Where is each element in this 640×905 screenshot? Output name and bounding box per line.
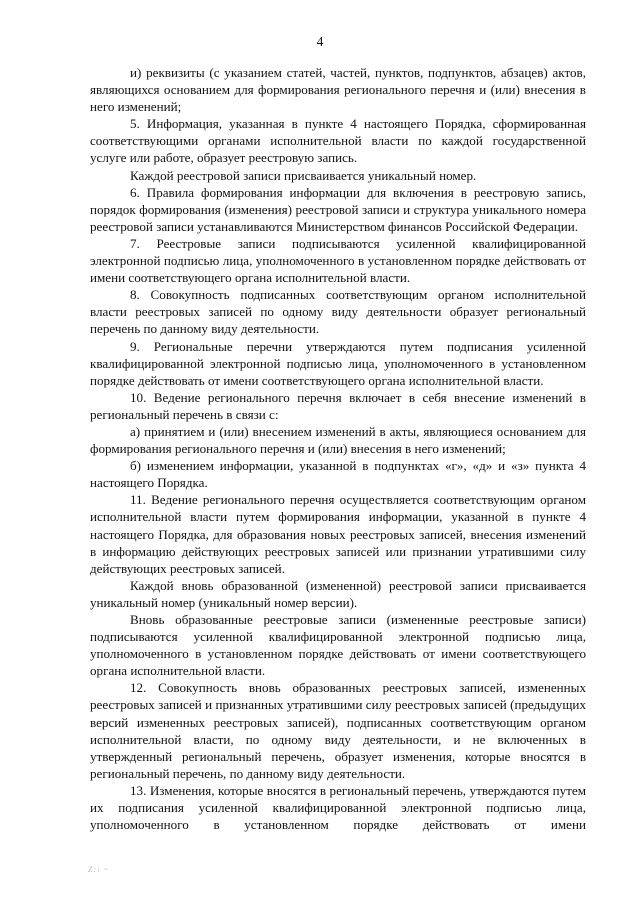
- page-number: 4: [316, 34, 324, 49]
- paragraph: 11. Ведение регионального перечня осуществляется соответствующим органом исполнительной власти путем формирования информации, указанной в пункте 4 настоящего Порядка, для образования новых реестровых записей, внесения изменений в информацию действующих реестровых записей или признании утратившими силу действующих реестровых записей.: [90, 492, 586, 576]
- paragraph: Каждой вновь образованной (измененной) реестровой записи присваивается уникальный номер (уникальный номер версии).: [90, 577, 586, 610]
- scan-mark: Z:\ ~: [88, 865, 109, 874]
- paragraph: 6. Правила формирования информации для включения в реестровую запись, порядок формирования (изменения) реестровой записи и структура уникального номера реестровой записи устанавливаются Министерством финансов Российской Федерации.: [90, 184, 586, 234]
- paragraph: 8. Совокупность подписанных соответствующим органом исполнительной власти реестровых записей по одному виду деятельности образует региональный перечень по данному виду деятельности.: [90, 287, 586, 337]
- paragraph: 12. Совокупность вновь образованных реестровых записей, измененных реестровых записей и признанных утратившими силу реестровых записей (предыдущих версий измененных реестровых записей), подписанных соответствующим органом исполнительной власти, по одному виду деятельности, и не включенных в утвержденный региональный перечень, образует изменения, которые вносятся в региональный перечень, по данному виду деятельности.: [90, 680, 586, 781]
- paragraph: б) изменением информации, указанной в подпунктах «г», «д» и «з» пункта 4 настоящего Порядка.: [90, 458, 586, 491]
- paragraph: 9. Региональные перечни утверждаются путем подписания усиленной квалифицированной электронной подписью лица, уполномоченного в установленном порядке действовать от имени соответствующего органа исполнительной власти.: [90, 338, 586, 388]
- paragraph: 5. Информация, указанная в пункте 4 настоящего Порядка, сформированная соответствующими органами исполнительной власти по каждой государственной услуге или работе, образует реестровую запись.: [90, 116, 586, 166]
- paragraph: Вновь образованные реестровые записи (измененные реестровые записи) подписываются усиленной квалифицированной электронной подписью лица, уполномоченного в установленном порядке действовать от имени соответствующего органа исполнительной власти.: [90, 612, 586, 679]
- paragraph: 13. Изменения, которые вносятся в региональный перечень, утверждаются путем их подписания усиленной квалифицированной электронной подписью лица, уполномоченного в установленном порядке действовать от имени: [90, 782, 586, 833]
- paragraph: а) принятием и (или) внесением изменений в акты, являющиеся основанием для формирования регионального перечня и (или) внесения в него изменений;: [90, 423, 586, 457]
- paragraph: 10. Ведение регионального перечня включает в себя внесение изменений в региональный перечень в связи с:: [90, 389, 586, 422]
- document-body: [90, 64, 586, 833]
- paragraph: Каждой реестровой записи присваивается уникальный номер.: [130, 167, 477, 183]
- paragraph: и) реквизиты (с указанием статей, частей, пунктов, подпунктов, абзацев) актов, являющихся основанием для формирования регионального перечня и (или) внесения в него изменений;: [90, 65, 586, 115]
- paragraph: 7. Реестровые записи подписываются усиленной квалифицированной электронной подписью лица, уполномоченного в установленном порядке действовать от имени соответствующего органа исполнительной власти.: [90, 235, 586, 286]
